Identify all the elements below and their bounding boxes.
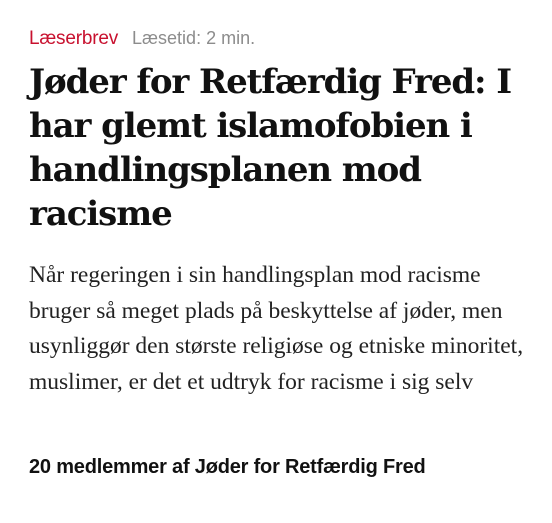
article-lede: Når regeringen i sin handlingsplan mod racisme bruger så meget plads på beskyttelse af jøder, men usynliggør den største religiøse og etniske minoritet, muslimer, er det et udtryk for racisme i sig selv <box>29 262 524 395</box>
article-meta <box>29 28 255 50</box>
article-byline: 20 medlemmer af Jøder for Retfærdig Fred <box>29 456 426 478</box>
article-headline: Jøder for Retfærdig Fred: I har glemt islamofobien i handlingsplanen mod racisme <box>29 62 512 234</box>
read-time: Læsetid: 2 min. <box>132 28 256 48</box>
category-label[interactable]: Læserbrev <box>29 28 119 49</box>
